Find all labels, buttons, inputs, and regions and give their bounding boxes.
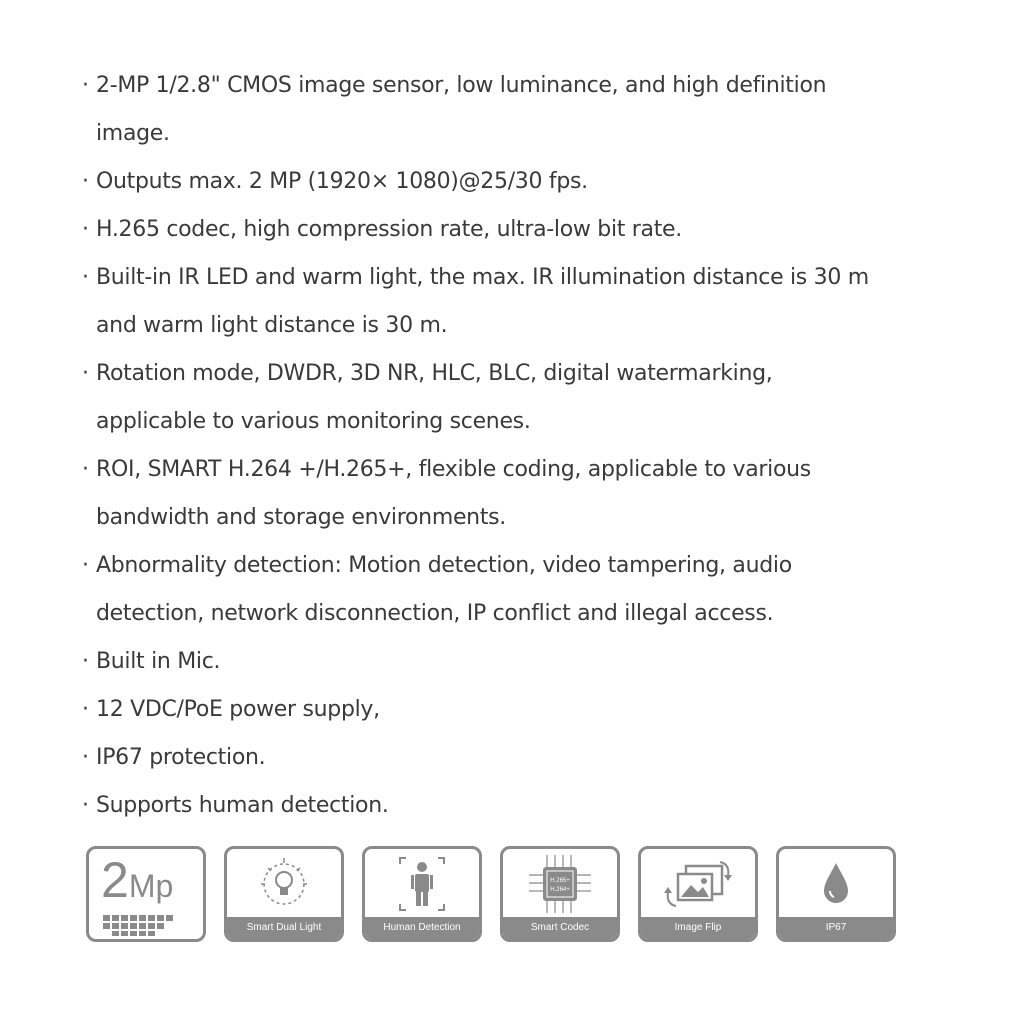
feature-text: 2-MP 1/2.8" CMOS image sensor, low luminance, and high definition bbox=[96, 73, 827, 98]
feature-badges bbox=[86, 846, 896, 942]
bullet: · bbox=[82, 217, 89, 242]
human-icon bbox=[365, 849, 479, 919]
resolution-icon bbox=[89, 849, 203, 941]
badge-smart-codec bbox=[500, 846, 620, 942]
badge-image-flip bbox=[638, 846, 758, 942]
feature-text: Rotation mode, DWDR, 3D NR, HLC, BLC, digital watermarking, bbox=[96, 361, 773, 386]
mp-number: 2 bbox=[101, 852, 129, 908]
feature-text: 12 VDC/PoE power supply, bbox=[96, 697, 380, 722]
light-bulb-icon bbox=[227, 849, 341, 919]
svg-text:H.264+: H.264+ bbox=[550, 887, 570, 893]
feature-text: and warm light distance is 30 m. bbox=[96, 313, 448, 338]
badge-label: Image Flip bbox=[641, 917, 755, 939]
bullet: · bbox=[82, 265, 89, 290]
badge-label: Human Detection bbox=[365, 917, 479, 939]
image-flip-icon bbox=[641, 849, 755, 919]
feature-text: applicable to various monitoring scenes. bbox=[96, 409, 531, 434]
chip-icon bbox=[503, 849, 617, 919]
feature-item bbox=[80, 638, 960, 686]
feature-text: Supports human detection. bbox=[96, 793, 389, 818]
feature-list bbox=[80, 62, 960, 830]
water-drop-icon bbox=[779, 849, 893, 919]
bullet: · bbox=[82, 457, 89, 482]
feature-item bbox=[80, 446, 960, 542]
feature-item bbox=[80, 686, 960, 734]
bullet: · bbox=[82, 361, 89, 386]
svg-text:H.265+: H.265+ bbox=[550, 878, 570, 884]
feature-item bbox=[80, 542, 960, 638]
feature-item bbox=[80, 734, 960, 782]
feature-text: image. bbox=[96, 121, 170, 146]
badge-label: Smart Dual Light bbox=[227, 917, 341, 939]
feature-text: ROI, SMART H.264 +/H.265+, flexible coding, applicable to various bbox=[96, 457, 811, 482]
bullet: · bbox=[82, 169, 89, 194]
feature-text: Built in Mic. bbox=[96, 649, 221, 674]
feature-text: Abnormality detection: Motion detection, video tampering, audio bbox=[96, 553, 792, 578]
feature-text: bandwidth and storage environments. bbox=[96, 505, 507, 530]
feature-text: H.265 codec, high compression rate, ultra-low bit rate. bbox=[96, 217, 682, 242]
feature-text: IP67 protection. bbox=[96, 745, 266, 770]
pixel-grid-icon bbox=[89, 849, 206, 941]
feature-text: Built-in IR LED and warm light, the max. IR illumination distance is 30 m bbox=[96, 265, 869, 290]
feature-text: detection, network disconnection, IP conflict and illegal access. bbox=[96, 601, 774, 626]
badge-human-detection bbox=[362, 846, 482, 942]
badge-label: IP67 bbox=[779, 917, 893, 939]
badge-ip67 bbox=[776, 846, 896, 942]
feature-item bbox=[80, 254, 960, 350]
bullet: · bbox=[82, 697, 89, 722]
feature-item bbox=[80, 782, 960, 830]
bullet: · bbox=[82, 745, 89, 770]
badge-2mp bbox=[86, 846, 206, 942]
badge-smart-dual-light bbox=[224, 846, 344, 942]
badge-label: Smart Codec bbox=[503, 917, 617, 939]
feature-item bbox=[80, 350, 960, 446]
bullet: · bbox=[82, 649, 89, 674]
bullet: · bbox=[82, 553, 89, 578]
feature-text: Outputs max. 2 MP (1920× 1080)@25/30 fps. bbox=[96, 169, 588, 194]
feature-item bbox=[80, 206, 960, 254]
bullet: · bbox=[82, 73, 89, 98]
feature-item bbox=[80, 62, 960, 158]
feature-item bbox=[80, 158, 960, 206]
bullet: · bbox=[82, 793, 89, 818]
mp-unit: Mp bbox=[128, 868, 174, 904]
